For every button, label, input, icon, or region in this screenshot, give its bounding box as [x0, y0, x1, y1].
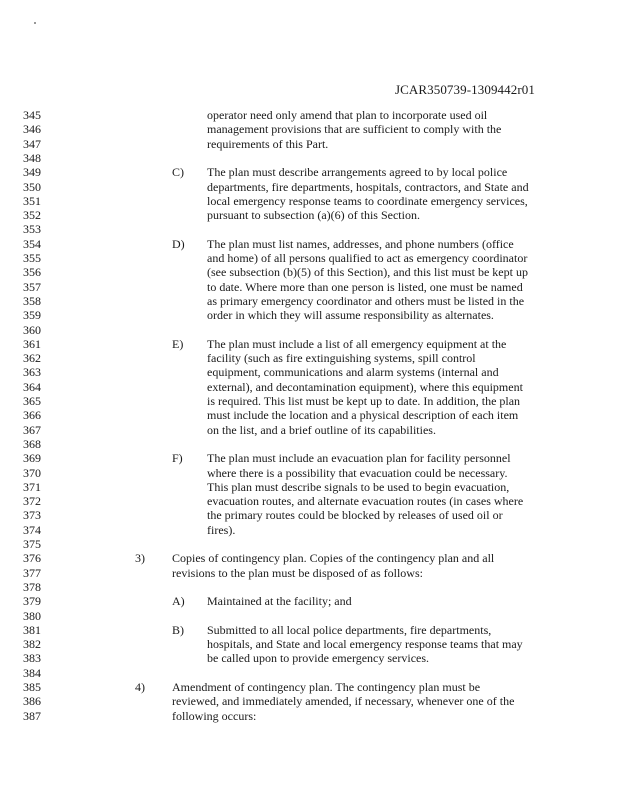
- item-label: A): [172, 594, 185, 609]
- text-line: facility (such as fire extinguishing systems, spill control: [207, 351, 476, 366]
- line-number: 365: [23, 394, 41, 408]
- line-number: 384: [23, 665, 41, 680]
- line-number: 349: [23, 165, 41, 180]
- text-line: following occurs:: [172, 708, 257, 723]
- text-line: as primary emergency coordinator and others must be listed in the: [207, 293, 525, 308]
- text-line: evacuation routes, and alternate evacuation routes (in cases where: [207, 494, 524, 509]
- item-label: B): [172, 622, 184, 637]
- text-line: pursuant to subsection (a)(6) of this Section.: [207, 208, 420, 223]
- line-number: 379: [23, 594, 41, 609]
- text-line: Amendment of contingency plan. The contingency plan must be: [172, 680, 481, 694]
- scan-speck: [34, 22, 36, 24]
- line-number: 369: [23, 451, 41, 466]
- line-number: 370: [23, 465, 41, 480]
- item-label: E): [172, 336, 184, 351]
- line-number: 346: [23, 122, 41, 137]
- line-number: 366: [23, 408, 41, 423]
- text-line: Maintained at the facility; and: [207, 594, 352, 609]
- text-line: and home) of all persons qualified to act as emergency coordinator: [207, 251, 528, 265]
- line-number: 386: [23, 694, 41, 709]
- line-number: 381: [23, 622, 41, 637]
- text-line: must include the location and a physical description of each item: [207, 408, 519, 423]
- line-number: 374: [23, 522, 41, 537]
- text-line: departments, fire departments, hospitals, contractors, and State and: [207, 179, 529, 194]
- line-number: 355: [23, 251, 41, 265]
- text-line: Copies of contingency plan. Copies of the contingency plan and all: [172, 551, 495, 566]
- item-label: C): [172, 165, 184, 180]
- text-line: be called upon to provide emergency services.: [207, 651, 430, 666]
- text-line: management provisions that are sufficient to comply with the: [207, 122, 502, 137]
- line-number: 347: [23, 136, 41, 151]
- line-number: 351: [23, 193, 41, 208]
- line-number: 362: [23, 351, 41, 366]
- text-line: local emergency response teams to coordinate emergency services,: [207, 193, 528, 208]
- line-number: 353: [23, 222, 41, 237]
- line-number: 367: [23, 422, 41, 437]
- line-number: 345: [23, 108, 41, 122]
- line-number: 363: [23, 365, 41, 380]
- line-number: 360: [23, 322, 41, 337]
- text-line: Submitted to all local police departments, fire departments,: [207, 622, 492, 637]
- text-line: to date. Where more than one person is listed, one must be named: [207, 279, 523, 294]
- line-number: 357: [23, 279, 41, 294]
- text-line: order in which they will assume responsibility as alternates.: [207, 308, 494, 323]
- document-id: JCAR350739-1309442r01: [394, 82, 535, 97]
- line-number: 383: [23, 651, 41, 666]
- text-line: fires).: [207, 522, 236, 537]
- item-label: 3): [135, 551, 145, 566]
- line-number: 385: [23, 680, 41, 694]
- text-line: The plan must list names, addresses, and phone numbers (office: [207, 236, 514, 251]
- line-number: 375: [23, 537, 41, 551]
- text-line: hospitals, and State and local emergency response teams that may: [207, 637, 523, 652]
- line-number: 387: [23, 708, 41, 723]
- text-line: on the list, and a brief outline of its capabilities.: [207, 422, 436, 437]
- text-line: This plan must describe signals to be used to begin evacuation,: [207, 479, 510, 494]
- text-line: reviewed, and immediately amended, if necessary, whenever one of the: [172, 694, 515, 709]
- line-number: 371: [23, 479, 41, 494]
- line-number: 372: [23, 494, 41, 509]
- line-number: 368: [23, 436, 41, 451]
- line-number: 380: [23, 608, 41, 623]
- line-number: 348: [23, 150, 41, 165]
- line-number: 359: [23, 308, 41, 323]
- text-line: where there is a possibility that evacuation could be necessary.: [207, 465, 508, 480]
- text-line: requirements of this Part.: [207, 136, 329, 151]
- text-line: The plan must include a list of all emergency equipment at the: [207, 336, 507, 351]
- line-number: 358: [23, 293, 41, 308]
- text-line: (see subsection (b)(5) of this Section), and this list must be kept up: [207, 265, 528, 280]
- text-line: external), and decontamination equipment), where this equipment: [207, 379, 523, 394]
- text-line: The plan must describe arrangements agreed to by local police: [207, 165, 508, 180]
- item-label: D): [172, 236, 185, 251]
- item-label: F): [172, 451, 183, 466]
- line-number: 356: [23, 265, 41, 280]
- text-line: operator need only amend that plan to incorporate used oil: [207, 108, 488, 122]
- line-number: 382: [23, 637, 41, 652]
- line-number: 352: [23, 208, 41, 223]
- line-number: 376: [23, 551, 41, 566]
- line-number: 373: [23, 508, 41, 523]
- text-line: is required. This list must be kept up to date. In addition, the plan: [207, 394, 521, 408]
- line-number: 377: [23, 565, 41, 580]
- text-line: the primary routes could be blocked by releases of used oil or: [207, 508, 503, 523]
- text-line: The plan must include an evacuation plan for facility personnel: [207, 451, 511, 466]
- line-number: 378: [23, 579, 41, 594]
- line-number: 350: [23, 179, 41, 194]
- text-line: revisions to the plan must be disposed of as follows:: [172, 565, 423, 580]
- line-number: 354: [23, 236, 41, 251]
- line-number: 364: [23, 379, 41, 394]
- item-label: 4): [135, 680, 145, 694]
- text-line: equipment, communications and alarm systems (internal and: [207, 365, 499, 380]
- line-number: 361: [23, 336, 41, 351]
